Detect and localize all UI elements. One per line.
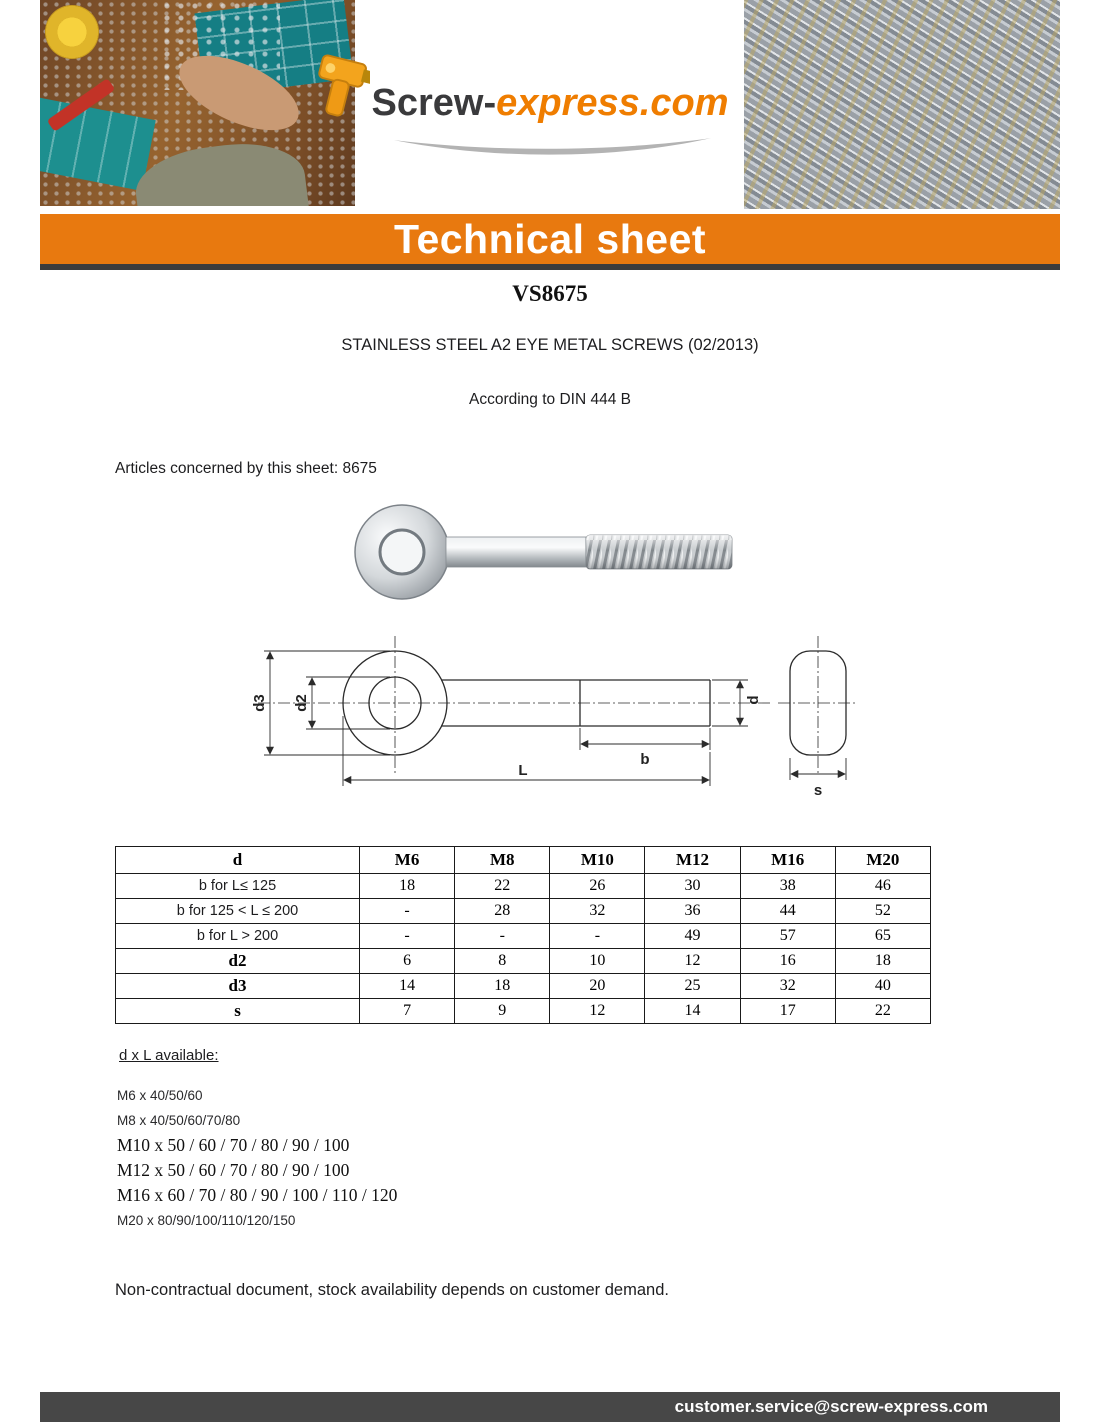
spec-table-header-row [116, 847, 931, 874]
availability-item: M8 x 40/50/60/70/80 [117, 1113, 241, 1128]
dim-label-s: s [813, 782, 823, 799]
dim-label-L: L [518, 762, 528, 779]
table-row [116, 974, 931, 999]
banner-underline [40, 264, 1060, 270]
document-title: STAINLESS STEEL A2 EYE METAL SCREWS (02/2013) [341, 336, 759, 354]
availability-item: M16 x 60 / 70 / 80 / 90 / 100 / 110 / 120 [117, 1185, 398, 1205]
table-cell: 9 [455, 999, 550, 1024]
table-cell: - [360, 924, 455, 949]
table-cell: - [550, 924, 645, 949]
document-code: VS8675 [512, 281, 588, 306]
spec-table-body [116, 874, 931, 1024]
table-cell: - [455, 924, 550, 949]
table-cell: 6 [360, 949, 455, 974]
table-cell: 8 [455, 949, 550, 974]
spec-table-header-cell: M6 [360, 847, 455, 874]
table-cell: 32 [740, 974, 835, 999]
spec-table-header-cell: d [116, 847, 360, 874]
table-row [116, 874, 931, 899]
logo-text-express: express.com [496, 82, 729, 124]
row-label: d3 [116, 974, 360, 999]
document-subtitle: According to DIN 444 B [469, 391, 631, 408]
brand-logo [352, 82, 748, 125]
banner [40, 214, 1060, 264]
spec-table-header-cell: M10 [550, 847, 645, 874]
dim-label-d: d [745, 695, 762, 705]
footer-bar [40, 1392, 1060, 1422]
spec-table [115, 846, 931, 1024]
table-cell: 38 [740, 874, 835, 899]
table-cell: 40 [835, 974, 930, 999]
table-cell: 65 [835, 924, 930, 949]
table-row [116, 924, 931, 949]
table-cell: 52 [835, 899, 930, 924]
table-cell: 16 [740, 949, 835, 974]
table-cell: 20 [550, 974, 645, 999]
table-cell: 30 [645, 874, 740, 899]
dim-label-d3: d3 [251, 694, 268, 712]
table-cell: 44 [740, 899, 835, 924]
table-cell: 17 [740, 999, 835, 1024]
table-cell: 49 [645, 924, 740, 949]
row-label: b for L > 200 [116, 924, 360, 949]
spec-table-header-cell: M8 [455, 847, 550, 874]
table-row [116, 899, 931, 924]
row-label: b for L≤ 125 [116, 874, 360, 899]
table-cell: 26 [550, 874, 645, 899]
table-cell: 12 [645, 949, 740, 974]
availability-heading: d x L available: [119, 1047, 219, 1064]
availability-list [117, 1083, 397, 1233]
table-cell: 7 [360, 999, 455, 1024]
row-label: b for 125 < L ≤ 200 [116, 899, 360, 924]
articles-line: Articles concerned by this sheet: 8675 [115, 460, 377, 477]
footer-email: customer.service@screw-express.com [674, 1397, 988, 1416]
non-contractual-note: Non-contractual document, stock availability depends on customer demand. [115, 1281, 669, 1299]
table-cell: - [360, 899, 455, 924]
table-cell: 12 [550, 999, 645, 1024]
table-cell: 32 [550, 899, 645, 924]
spec-table-header-cell: M12 [645, 847, 740, 874]
table-cell: 18 [455, 974, 550, 999]
table-cell: 36 [645, 899, 740, 924]
table-row [116, 999, 931, 1024]
availability-item: M6 x 40/50/60 [117, 1088, 203, 1103]
table-cell: 14 [360, 974, 455, 999]
dim-label-d2: d2 [293, 694, 310, 712]
table-row [116, 949, 931, 974]
availability-item: M12 x 50 / 60 / 70 / 80 / 90 / 100 [117, 1160, 350, 1180]
header-photo-screws [744, 0, 1060, 209]
table-cell: 25 [645, 974, 740, 999]
table-cell: 22 [835, 999, 930, 1024]
availability-item: M10 x 50 / 60 / 70 / 80 / 90 / 100 [117, 1135, 350, 1155]
table-cell: 18 [360, 874, 455, 899]
table-cell: 57 [740, 924, 835, 949]
product-photo-eye-bolt [350, 500, 745, 605]
row-label: d2 [116, 949, 360, 974]
spec-table-header-cell: M16 [740, 847, 835, 874]
table-cell: 10 [550, 949, 645, 974]
header-photo-tools [40, 0, 355, 206]
table-cell: 22 [455, 874, 550, 899]
logo-text-screw: Screw- [371, 82, 497, 124]
availability-item: M20 x 80/90/100/110/120/150 [117, 1213, 296, 1228]
banner-title: Technical sheet [393, 216, 707, 262]
table-cell: 46 [835, 874, 930, 899]
logo-swoosh [390, 134, 715, 158]
row-label: s [116, 999, 360, 1024]
photo-decor-tape-measure [45, 5, 99, 59]
table-cell: 28 [455, 899, 550, 924]
table-cell: 18 [835, 949, 930, 974]
spec-table-header-cell: M20 [835, 847, 930, 874]
table-cell: 14 [645, 999, 740, 1024]
dim-label-b: b [640, 751, 650, 768]
technical-drawing [240, 628, 860, 813]
